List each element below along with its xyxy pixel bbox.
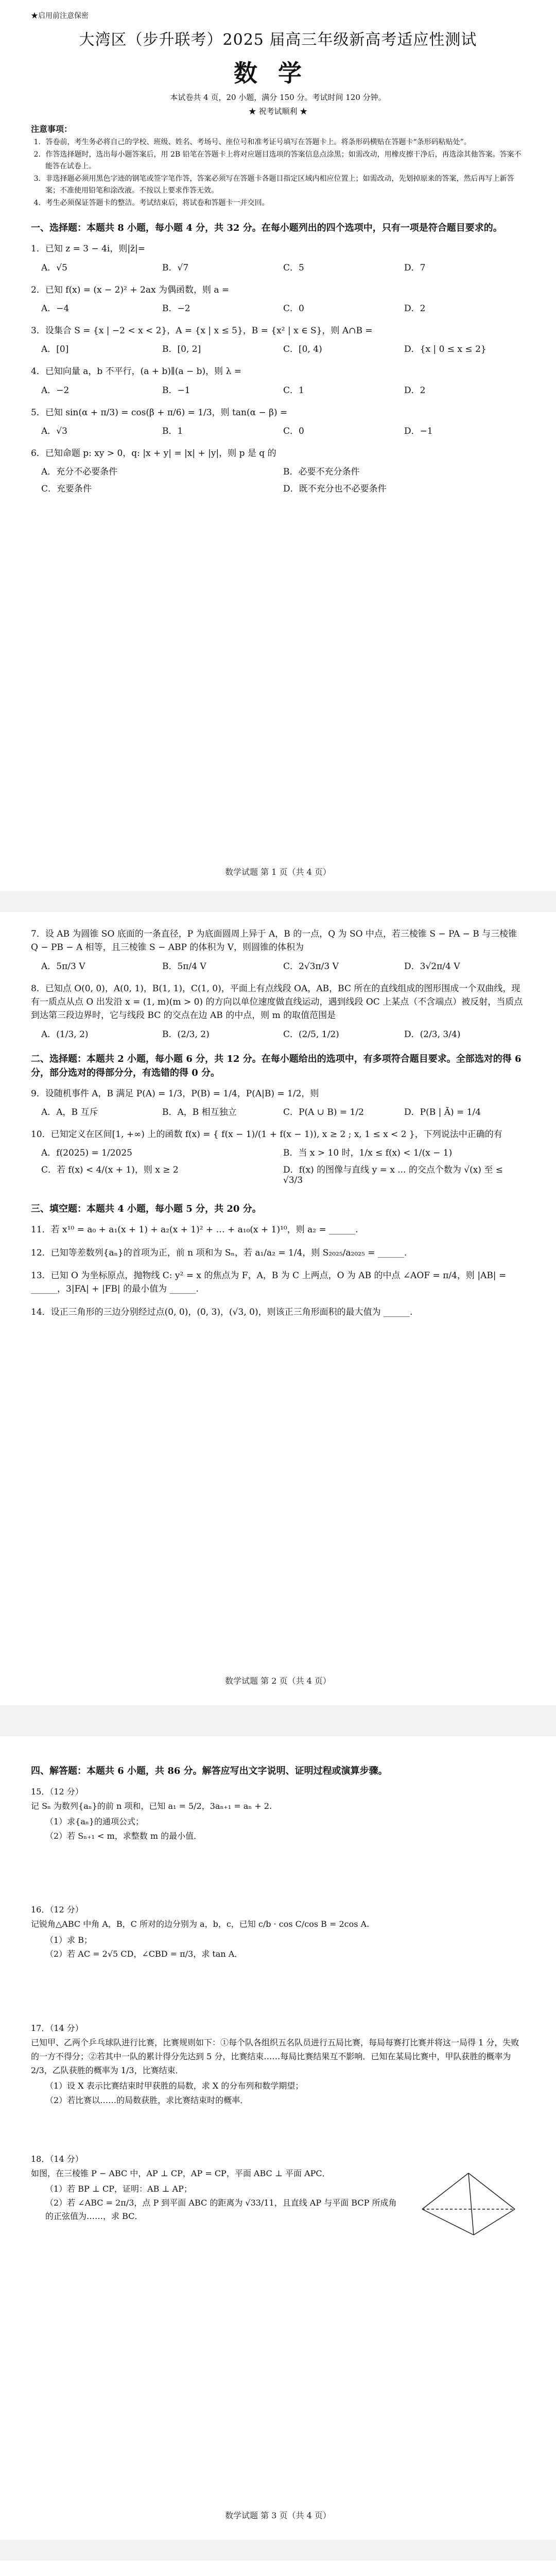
option-c: C．充要条件 xyxy=(41,484,92,495)
section-2-title: 二、选择题：本题共 2 小题，每小题 6 分，共 12 分。在每小题给出的选项中，有多项符合题目要求。全部选对的得 6 分，部分选对的得部分分，有选错的得 0 分。 xyxy=(31,1053,522,1078)
option-b: B．当 x > 10 时，1/x ≤ f(x) < 1/(x − 1) xyxy=(283,1148,453,1159)
question-score: 16．（12 分） xyxy=(31,1905,83,1915)
question-17 xyxy=(31,2022,525,2149)
question-part: （2）若 ∠ABC = 2π/3，点 P 到平面 ABC 的距离为 √33/11，且直线 AP 与平面 BCP 所成角的正弦值为……，求 BC． xyxy=(45,2198,397,2221)
question-3 xyxy=(31,324,525,354)
question-18 xyxy=(31,2153,525,2223)
option-d: D．−1 xyxy=(404,426,433,437)
question-2 xyxy=(31,283,525,314)
question-part: （1）求{aₙ}的通项公式； xyxy=(45,1817,144,1827)
question-stem: 4．已知向量 a，b 不平行，(a + b)∥(a − b)，则 λ = xyxy=(31,366,241,377)
option-a: A．−4 xyxy=(41,303,70,314)
option-a: A．(1/3, 2) xyxy=(41,1029,89,1040)
option-c: C．[0, 4) xyxy=(283,344,322,355)
question-stem: 记锐角△ABC 中角 A，B，C 所对的边分别为 a，b，c，已知 c/b · cos C/cos B = 2cos A. xyxy=(31,1919,370,1929)
option-a: A．√3 xyxy=(41,426,67,437)
page-gap xyxy=(0,1705,556,1736)
page-footer: 数学试题 第 1 页（共 4 页） xyxy=(225,867,331,877)
page-4 xyxy=(0,2561,556,2576)
question-stem: 8．已知点 O(0, 0)，A(0, 1)，B(1, 1)，C(1, 0)，平面上有点线段 OA，AB，BC 所在的直线组成的图形围成一个双曲线，现有一质点从点 O 出发沿 x = (1, m)(m > 0) 的方向以单位速度做直线运动，遇到线段 OC 上某点（不含端点）被反射，当质点到达第三段边界时，它与线段 BC 的交点在边 AB 的中点，则 m 的取值范围是 xyxy=(31,983,523,1021)
confidential-tag: ★启用前注意保密 xyxy=(31,12,89,20)
option-b: B．A，B 相互独立 xyxy=(162,1107,237,1118)
question-11: 11．若 x¹⁰ = a₀ + a₁(x + 1) + a₂(x + 1)² + … + a₁₀(x + 1)¹⁰，则 a₂ = ______. xyxy=(31,1225,358,1235)
option-a: A．−2 xyxy=(41,385,70,396)
note-item: 4．考生必须保证答题卡的整洁。考试结束后，将试卷和答题卡一并交回。 xyxy=(33,198,269,207)
option-d: D．f(x) 的图像与直线 y = x ... 的交点个数为 √(x) 至 ≤ √3/3 xyxy=(283,1165,503,1186)
question-stem: 1．已知 z = 3 − 4i，则|z̄|= xyxy=(31,244,146,255)
option-a: A．A，B 互斥 xyxy=(41,1107,98,1118)
good-luck-line: ★ 祝考试顺利 ★ xyxy=(248,107,308,116)
option-b: B．√7 xyxy=(162,262,189,273)
option-b: B．−2 xyxy=(162,303,190,314)
question-1 xyxy=(31,242,525,273)
option-c: C．5 xyxy=(283,262,304,273)
notes-title: 注意事项： xyxy=(31,124,73,134)
question-stem: 如图，在三棱锥 P − ABC 中，AP ⊥ CP，AP = CP，平面 ABC ⊥ 平面 APC． xyxy=(31,2168,331,2178)
page-3 xyxy=(0,1736,556,2540)
question-stem: 记 Sₙ 为数列{aₙ}的前 n 项和，已知 a₁ = 5/2，3aₙ₊₁ = aₙ + 2. xyxy=(31,1801,272,1811)
section-4-title: 四、解答题：本题共 6 小题，共 86 分。解答应写出文字说明、证明过程或演算步骤。 xyxy=(31,1766,388,1776)
question-6 xyxy=(31,447,525,498)
option-a: A．5π/3 V xyxy=(41,961,85,972)
question-stem: 9．设随机事件 A，B 满足 P(A) = 1/3，P(B) = 1/4，P(A|B) = 1/2，则 xyxy=(31,1088,319,1099)
question-8 xyxy=(31,982,525,1040)
question-10 xyxy=(31,1128,525,1190)
question-stem: 2．已知 f(x) = (x − 2)² + 2ax 为偶函数，则 a = xyxy=(31,284,230,295)
exam-title: 大湾区（步升联考）2025 届高三年级新高考适应性测试 xyxy=(79,31,477,49)
option-b: B．1 xyxy=(162,426,183,437)
option-a: A．[0] xyxy=(41,344,69,355)
question-7 xyxy=(31,927,525,972)
option-c: C．若 f(x) < 4/(x + 1)，则 x ≥ 2 xyxy=(41,1165,179,1176)
question-stem: 3．设集合 S = {x | −2 < x < 2}，A = {x | x ≤ 5}，B = {x² | x ∈ S}，则 A∩B = xyxy=(31,326,373,336)
question-score: 17．（14 分） xyxy=(31,2023,83,2033)
question-stem: 10．已知定义在区间[1, +∞) 上的函数 f(x) = { f(x − 1)/(1 + f(x − 1)), x ≥ 2 ; x, 1 ≤ x < 2 }，下列说法中正确的有 xyxy=(31,1129,502,1140)
option-c: C．0 xyxy=(283,426,304,437)
option-c: C．2√3π/3 V xyxy=(283,961,339,972)
question-stem: 5．已知 sin(α + π/3) = cos(β + π/6) = 1/3，则 tan(α − β) = xyxy=(31,407,288,418)
option-a: A．充分不必要条件 xyxy=(41,467,118,478)
option-c: C．1 xyxy=(283,385,304,396)
question-score: 18．（14 分） xyxy=(31,2154,83,2164)
question-part: （2）若 AC = 2√5 CD，∠CBD = π/3，求 tan A． xyxy=(45,1949,243,1959)
page-footer: 数学试题 第 2 页（共 4 页） xyxy=(225,1676,331,1686)
option-b: B．(2/3, 2) xyxy=(162,1029,210,1040)
option-a: A．√5 xyxy=(41,262,67,273)
question-part: （1）若 BP ⊥ CP，证明：AB ⊥ AP； xyxy=(45,2183,192,2194)
option-b: B．−1 xyxy=(162,385,190,396)
exam-meta: 本试卷共 4 页，20 小题，满分 150 分。考试时间 120 分钟。 xyxy=(170,93,386,102)
question-part: （1）求 B； xyxy=(45,1935,93,1945)
section-3-title: 三、填空题：本题共 4 小题，每小题 5 分，共 20 分。 xyxy=(31,1204,262,1215)
question-12: 12．已知等差数列{aₙ}的首项为正，前 n 项和为 Sₙ，若 a₁/a₂ = 1/4，则 S₂₀₂₅/a₂₀₂₅ = ______. xyxy=(31,1247,407,1258)
question-stem: 6．已知命题 p: xy > 0，q: |x + y| = |x| + |y|，则 p 是 q 的 xyxy=(31,448,276,459)
option-d: D．7 xyxy=(404,262,426,273)
question-stem: 7．设 AB 为圆锥 SO 底面的一条直径，P 为底面圆周上异于 A，B 的一点，Q 为 SO 中点，若三棱锥 S − PA − B 与三棱锥 Q − PB − A 相等，且三棱锥 S − ABP 的体积为 V，则圆锥的体积为 xyxy=(31,929,517,953)
tetrahedron-figure xyxy=(412,2168,525,2245)
question-part: （2）若比赛以……的局数获胜，求比赛结束时的概率． xyxy=(45,2095,249,2105)
note-item: 2．作答选择题时，选出每小题答案后，用 2B 铅笔在答题卡上将对应题目选项的答案信息点涂黑；如需改动，用橡皮擦干净后，再选涂其他答案。答案不能答在试卷上。 xyxy=(33,150,522,171)
section-1-title: 一、选择题：本题共 8 小题，每小题 4 分，共 32 分。在每小题列出的四个选项中，只有一项是符合题目要求的。 xyxy=(31,223,502,234)
question-5 xyxy=(31,406,525,436)
option-d: D．{x | 0 ≤ x ≤ 2} xyxy=(404,344,486,355)
question-stem: 已知甲、乙两个乒乓球队进行比赛，比赛规则如下：①每个队各组织五名队员进行五局比赛，每局每赛打比赛并将这一局得 1 分，失败的一方不得分；②若其中一队的累计得分先达到 5 分，比赛结束……每局比赛结果互不影响．已知在某局比赛中，甲队获胜的概率为 2/3，乙队获胜的概率为 1/3，比赛结束． xyxy=(31,2037,519,2076)
subject-title: 数学 xyxy=(234,59,322,87)
question-part: （2）若 Sₙ₊₁ < m，求整数 m 的最小值． xyxy=(45,1831,202,1841)
option-d: D．(2/3, 3/4) xyxy=(404,1029,461,1040)
option-c: C．(2/5, 1/2) xyxy=(283,1029,339,1040)
option-c: C．0 xyxy=(283,303,304,314)
question-4 xyxy=(31,365,525,395)
question-score: 15．（12 分） xyxy=(31,1787,83,1797)
option-b: B．[0, 2] xyxy=(162,344,201,355)
option-c: C．P(A ∪ B) = 1/2 xyxy=(283,1107,364,1118)
page-footer: 数学试题 第 3 页（共 4 页） xyxy=(225,2511,331,2520)
option-d: D．既不充分也不必要条件 xyxy=(283,484,387,495)
option-b: B．必要不充分条件 xyxy=(283,467,360,478)
question-9 xyxy=(31,1087,525,1117)
question-15 xyxy=(31,1785,525,1900)
note-item: 1．答卷前，考生务必将自己的学校、班级、姓名、考场号、座位号和准考证号填写在答题卡上。将条形码横贴在答题卡“条形码粘贴处”。 xyxy=(33,138,471,146)
question-part: （1）设 X 表示比赛结束时甲获胜的局数，求 X 的分布列和数学期望； xyxy=(45,2081,304,2091)
option-a: A．f(2025) = 1/2025 xyxy=(41,1148,132,1159)
question-14: 14．设正三角形的三边分别经过点(0, 0)，(0, 3)，(√3, 0)，则该正三角形面积的最大值为 ______. xyxy=(31,1307,413,1317)
option-d: D．P(B | Ā) = 1/4 xyxy=(404,1107,481,1118)
page-gap xyxy=(0,891,556,912)
page-1 xyxy=(0,0,556,891)
option-b: B．5π/4 V xyxy=(162,961,206,972)
note-item: 3．非选择题必须用黑色字迹的钢笔或签字笔作答，答案必须写在答题卡各题目指定区域内相应位置上；如需改动，先划掉原来的答案，然后再写上新答案；不准使用铅笔和涂改液。不按以上要求作答无效。 xyxy=(33,175,514,195)
option-d: D．2 xyxy=(404,303,426,314)
question-16 xyxy=(31,1903,525,2018)
option-d: D．3√2π/4 V xyxy=(404,961,460,972)
page-2 xyxy=(0,912,556,1705)
option-d: D．2 xyxy=(404,385,426,396)
question-13: 13．已知 O 为坐标原点，抛物线 C: y² = x 的焦点为 F，A，B 为 C 上两点，O 为 AB 的中点 ∠AOF = π/4，则 |AB| = ______，3|FA| + |FB| 的最小值为 ______. xyxy=(31,1270,507,1295)
page-gap xyxy=(0,2540,556,2561)
